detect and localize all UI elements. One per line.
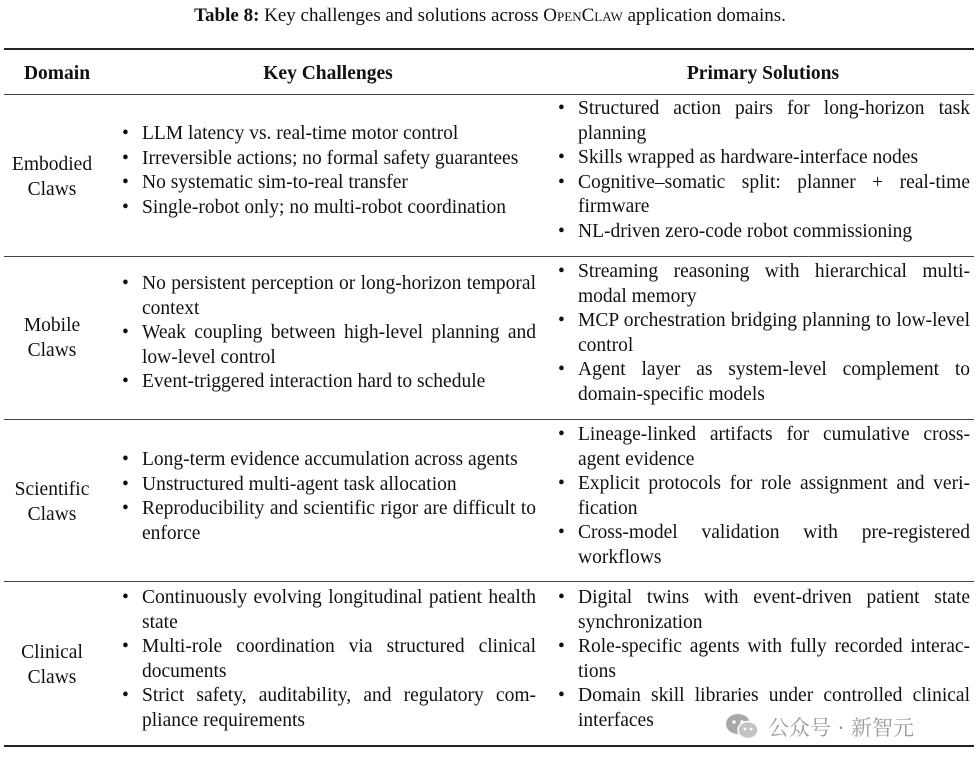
list-item [556,171,970,220]
list-item-text: LLM latency vs. real-time motor control [142,123,459,144]
domain-cell [4,153,100,202]
bullet-dot: • [122,685,129,707]
header-challenges: Key Challenges [263,63,393,84]
domain-line: Claws [27,339,77,361]
list-item-text: Lineage-linked artifacts for cumulative cross-agent evidence [578,424,970,470]
table-caption [0,4,980,28]
table-row [0,420,980,581]
list-item-text: Digital twins with event-driven patient state synchronization [578,587,970,633]
bullet-dot: • [558,310,565,332]
bullet-dot: • [122,473,129,495]
list-item-text: Cognitive–somatic split: planner + real-time firmware [578,171,970,218]
bullet-dot: • [558,261,565,282]
list-item-text: Multi-role coordination via structured clinical documents [142,636,536,682]
list-item [120,473,536,498]
bullet-dot: • [122,587,129,608]
list-item [556,146,970,171]
wechat-icon [724,712,760,742]
list-item-text: Continuously evolving longitudinal patient health state [142,587,536,633]
list-item-text: Explicit protocols for role assignment and verification [578,473,970,519]
bullet-dot: • [122,322,129,344]
bullet-dot: • [558,473,565,495]
list-item [556,586,970,635]
table-row [0,257,980,419]
list-item-text: Unstructured multi-agent task allocation [142,473,457,495]
list-item-text: Streaming reasoning with hierarchical multimodal memory [578,261,970,307]
list-item [120,171,536,196]
domain-line: Embodied [11,154,93,175]
list-item [120,321,536,370]
list-item [120,122,536,147]
bullet-dot: • [558,424,565,445]
bullet-dot: • [122,196,129,218]
list-item-text: Cross-model validation with pre-registered workflows [578,522,970,568]
watermark [724,712,920,742]
domain-line: Claws [27,666,77,688]
bullet-dot: • [558,147,565,169]
list-item-text: MCP orchestration bridging planning to low-level control [578,310,970,356]
bullet-dot: • [558,685,565,707]
list-item [556,635,970,684]
list-item [556,521,970,570]
list-item [120,448,536,473]
list-item-text: Reproducibility and scientific rigor are difficult to enforce [142,498,536,544]
list-item [120,272,536,321]
list-item-text: No systematic sim-to-real transfer [142,172,408,194]
bullet-dot: • [558,522,565,544]
list-item-text: Strict safety, auditability, and regulatory compliance requirements [142,685,536,731]
list-item [556,260,970,309]
domain-cell [4,314,100,363]
watermark-text: 公众号 · 新智元 [768,716,915,740]
domain-line: Claws [27,178,77,200]
challenges-cell [120,122,536,220]
list-item-text: Irreversible actions; no formal safety guarantees [142,147,519,169]
bullet-dot: • [122,449,129,470]
bullet-dot: • [122,636,129,658]
bullet-dot: • [558,171,565,193]
list-item-text: Long-term evidence accumulation across agents [142,449,518,470]
list-item [120,196,536,221]
list-item [556,97,970,146]
domain-line: Clinical [21,642,83,663]
header-domain: Domain [23,63,91,84]
list-item-text: Single-robot only; no multi-robot coordination [142,196,506,218]
domain-line: Mobile [23,315,81,336]
solutions-cell [556,97,970,245]
caption-text-after: application domains. [622,5,786,26]
table-row [0,95,980,256]
list-item-text: NL-driven zero-code robot commissioning [578,220,913,242]
list-item [120,684,536,733]
list-item [556,309,970,358]
table-top-rule [4,48,974,50]
caption-label: Table 8: [194,5,260,26]
table-bottom-rule [4,745,974,747]
list-item-text: Weak coupling between high-level planning and low-level control [142,322,536,368]
list-item-text: Skills wrapped as hardware-interface nodes [578,147,919,169]
bullet-dot: • [122,498,129,520]
challenges-cell [120,586,536,734]
header-solutions: Primary Solutions [686,63,840,84]
list-item [120,635,536,684]
bullet-dot: • [558,359,565,381]
challenges-cell [120,448,536,546]
list-item [556,472,970,521]
bullet-dot: • [558,220,565,242]
domain-cell [4,478,100,527]
list-item-text: Domain skill libraries under controlled clinical interfaces [578,685,970,731]
list-item-text: No persistent perception or long-horizon temporal context [142,273,536,319]
list-item-text: Role-specific agents with fully recorded interactions [578,636,970,682]
bullet-dot: • [122,371,129,393]
bullet-dot: • [122,172,129,194]
list-item [120,497,536,546]
bullet-dot: • [558,98,565,119]
solutions-cell [556,260,970,408]
domain-line: Claws [27,503,77,525]
list-item [556,423,970,472]
list-item [120,370,536,395]
list-item-text: Structured action pairs for long-horizon task planning [578,98,970,144]
domain-line: Scientific [14,479,90,500]
list-item [556,358,970,407]
bullet-dot: • [122,273,129,294]
caption-brand: OpenClaw [543,5,623,26]
list-item-text: Agent layer as system-level complement to domain-specific models [578,359,970,405]
caption-text-before: Key challenges and solutions across [259,5,544,26]
list-item [556,220,970,245]
solutions-cell [556,423,970,571]
bullet-dot: • [122,147,129,169]
domain-cell [4,641,100,690]
bullet-dot: • [558,587,565,608]
bullet-dot: • [558,636,565,658]
list-item [120,586,536,635]
list-item-text: Event-triggered interaction hard to schedule [142,371,486,393]
bullet-dot: • [122,123,129,144]
challenges-cell [120,272,536,395]
list-item [120,147,536,172]
